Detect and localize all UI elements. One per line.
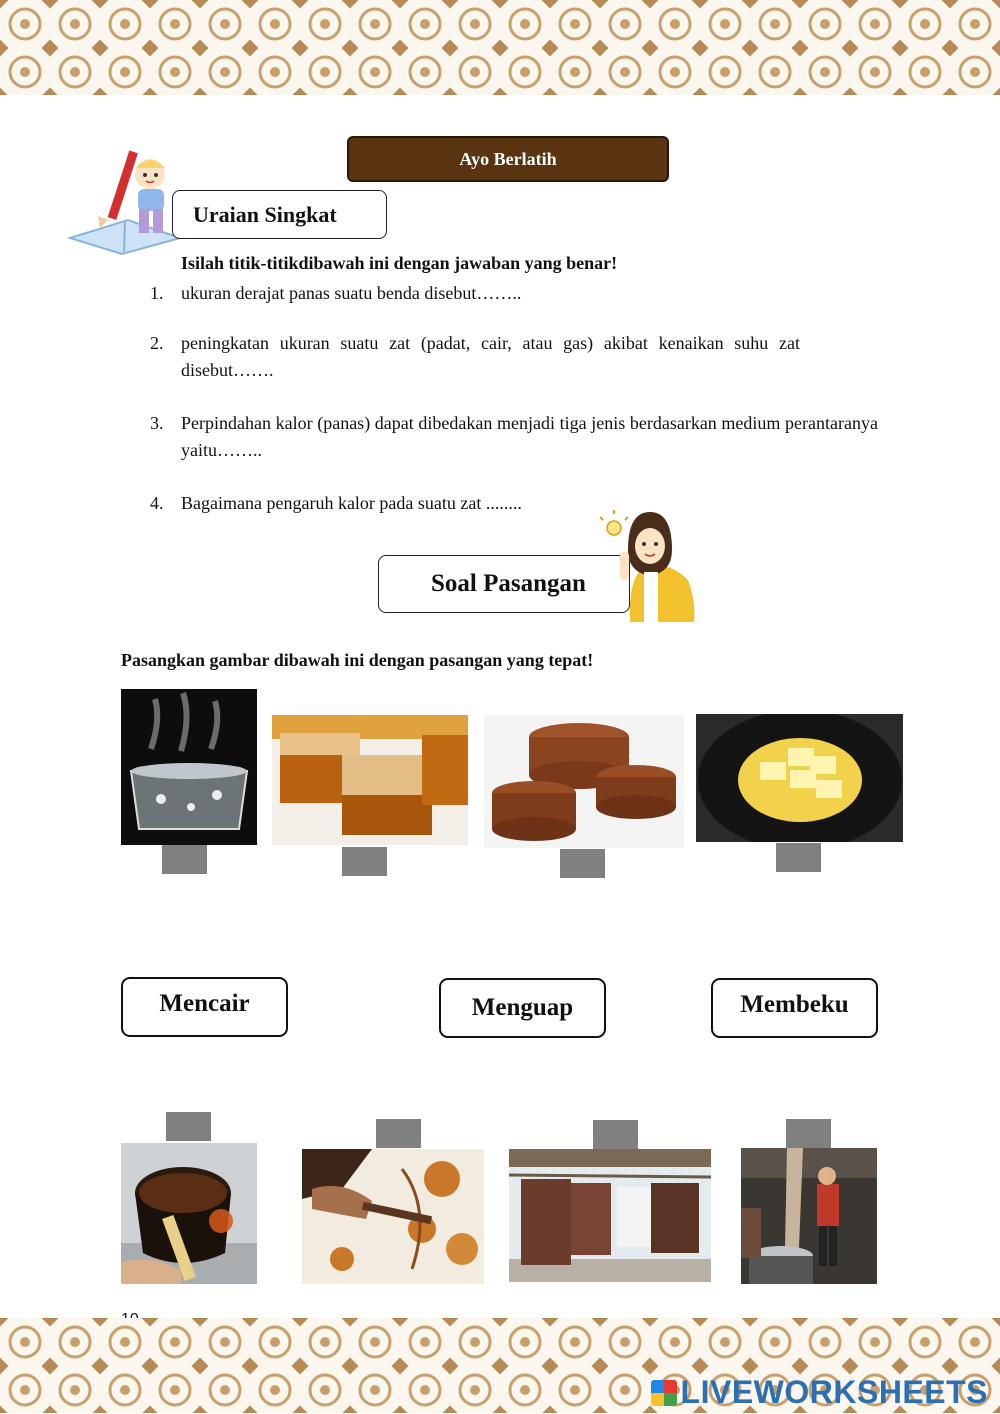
batik-canting-icon [302,1149,484,1284]
question-text: peningkatan ukuran suatu zat (padat, cair, atau gas) akibat kenaikan suhu zat disebut……. [181,333,800,380]
drop-zone-top-1[interactable] [162,845,207,874]
question-item [150,330,878,384]
drop-zone-bottom-4[interactable] [786,1119,831,1148]
drop-zone-bottom-1[interactable] [166,1112,211,1141]
drying-batik-icon [509,1149,711,1282]
answer-option-label: Mencair [159,990,250,1017]
question-text: ukuran derajat panas suatu benda disebut…….. [181,283,522,303]
drop-zone-bottom-3[interactable] [593,1120,638,1149]
palm-sugar-icon [484,715,684,848]
question-text: Bagaimana pengaruh kalor pada suatu zat ........ [181,493,522,513]
wax-pot-icon [121,1143,257,1284]
layered-cake-icon [272,715,468,845]
section2-title-text: Soal Pasangan [431,570,586,597]
question-item [150,280,878,307]
melting-butter-icon [696,714,903,842]
question-number: 1. [150,283,164,303]
answer-option-label: Menguap [471,994,574,1021]
drop-zone-top-3[interactable] [560,849,605,878]
banner-title: Ayo Berlatih [459,148,557,169]
answer-option-menguap[interactable] [439,978,606,1038]
brand-name: LIVEWORKSHEETS [680,1374,988,1410]
kid-pencil-illustration [68,146,183,258]
question-text: Perpindahan kalor (panas) dapat dibedakan menjadi tiga jenis berdasarkan medium perantaranya yaitu…….. [181,413,878,460]
question-item [150,490,878,517]
question-number: 4. [150,493,164,513]
answer-option-label: Membeku [740,991,849,1018]
question-number: 2. [150,333,164,353]
girl-idea-illustration [600,510,698,625]
live-logo-icon [651,1380,677,1406]
drop-zone-bottom-2[interactable] [376,1119,421,1148]
boiling-water-icon [121,689,257,845]
liveworksheets-logo [651,1374,988,1411]
question-item [150,410,878,464]
question-number: 3. [150,413,164,433]
decorative-border-top [0,0,1000,95]
section1-instruction: Isilah titik-titikdibawah ini dengan jawaban yang benar! [181,253,618,273]
answer-option-mencair[interactable] [121,977,288,1037]
ayo-berlatih-banner [347,136,669,182]
section2-instruction: Pasangkan gambar dibawah ini dengan pasangan yang tepat! [121,650,594,670]
answer-option-membeku[interactable] [711,978,878,1038]
drop-zone-top-4[interactable] [776,843,821,872]
section-title-uraian-singkat [172,190,387,239]
section1-title-text: Uraian Singkat [193,201,337,227]
drop-zone-top-2[interactable] [342,847,387,876]
section-title-soal-pasangan [378,555,630,613]
dyeing-yarn-icon [741,1148,877,1284]
